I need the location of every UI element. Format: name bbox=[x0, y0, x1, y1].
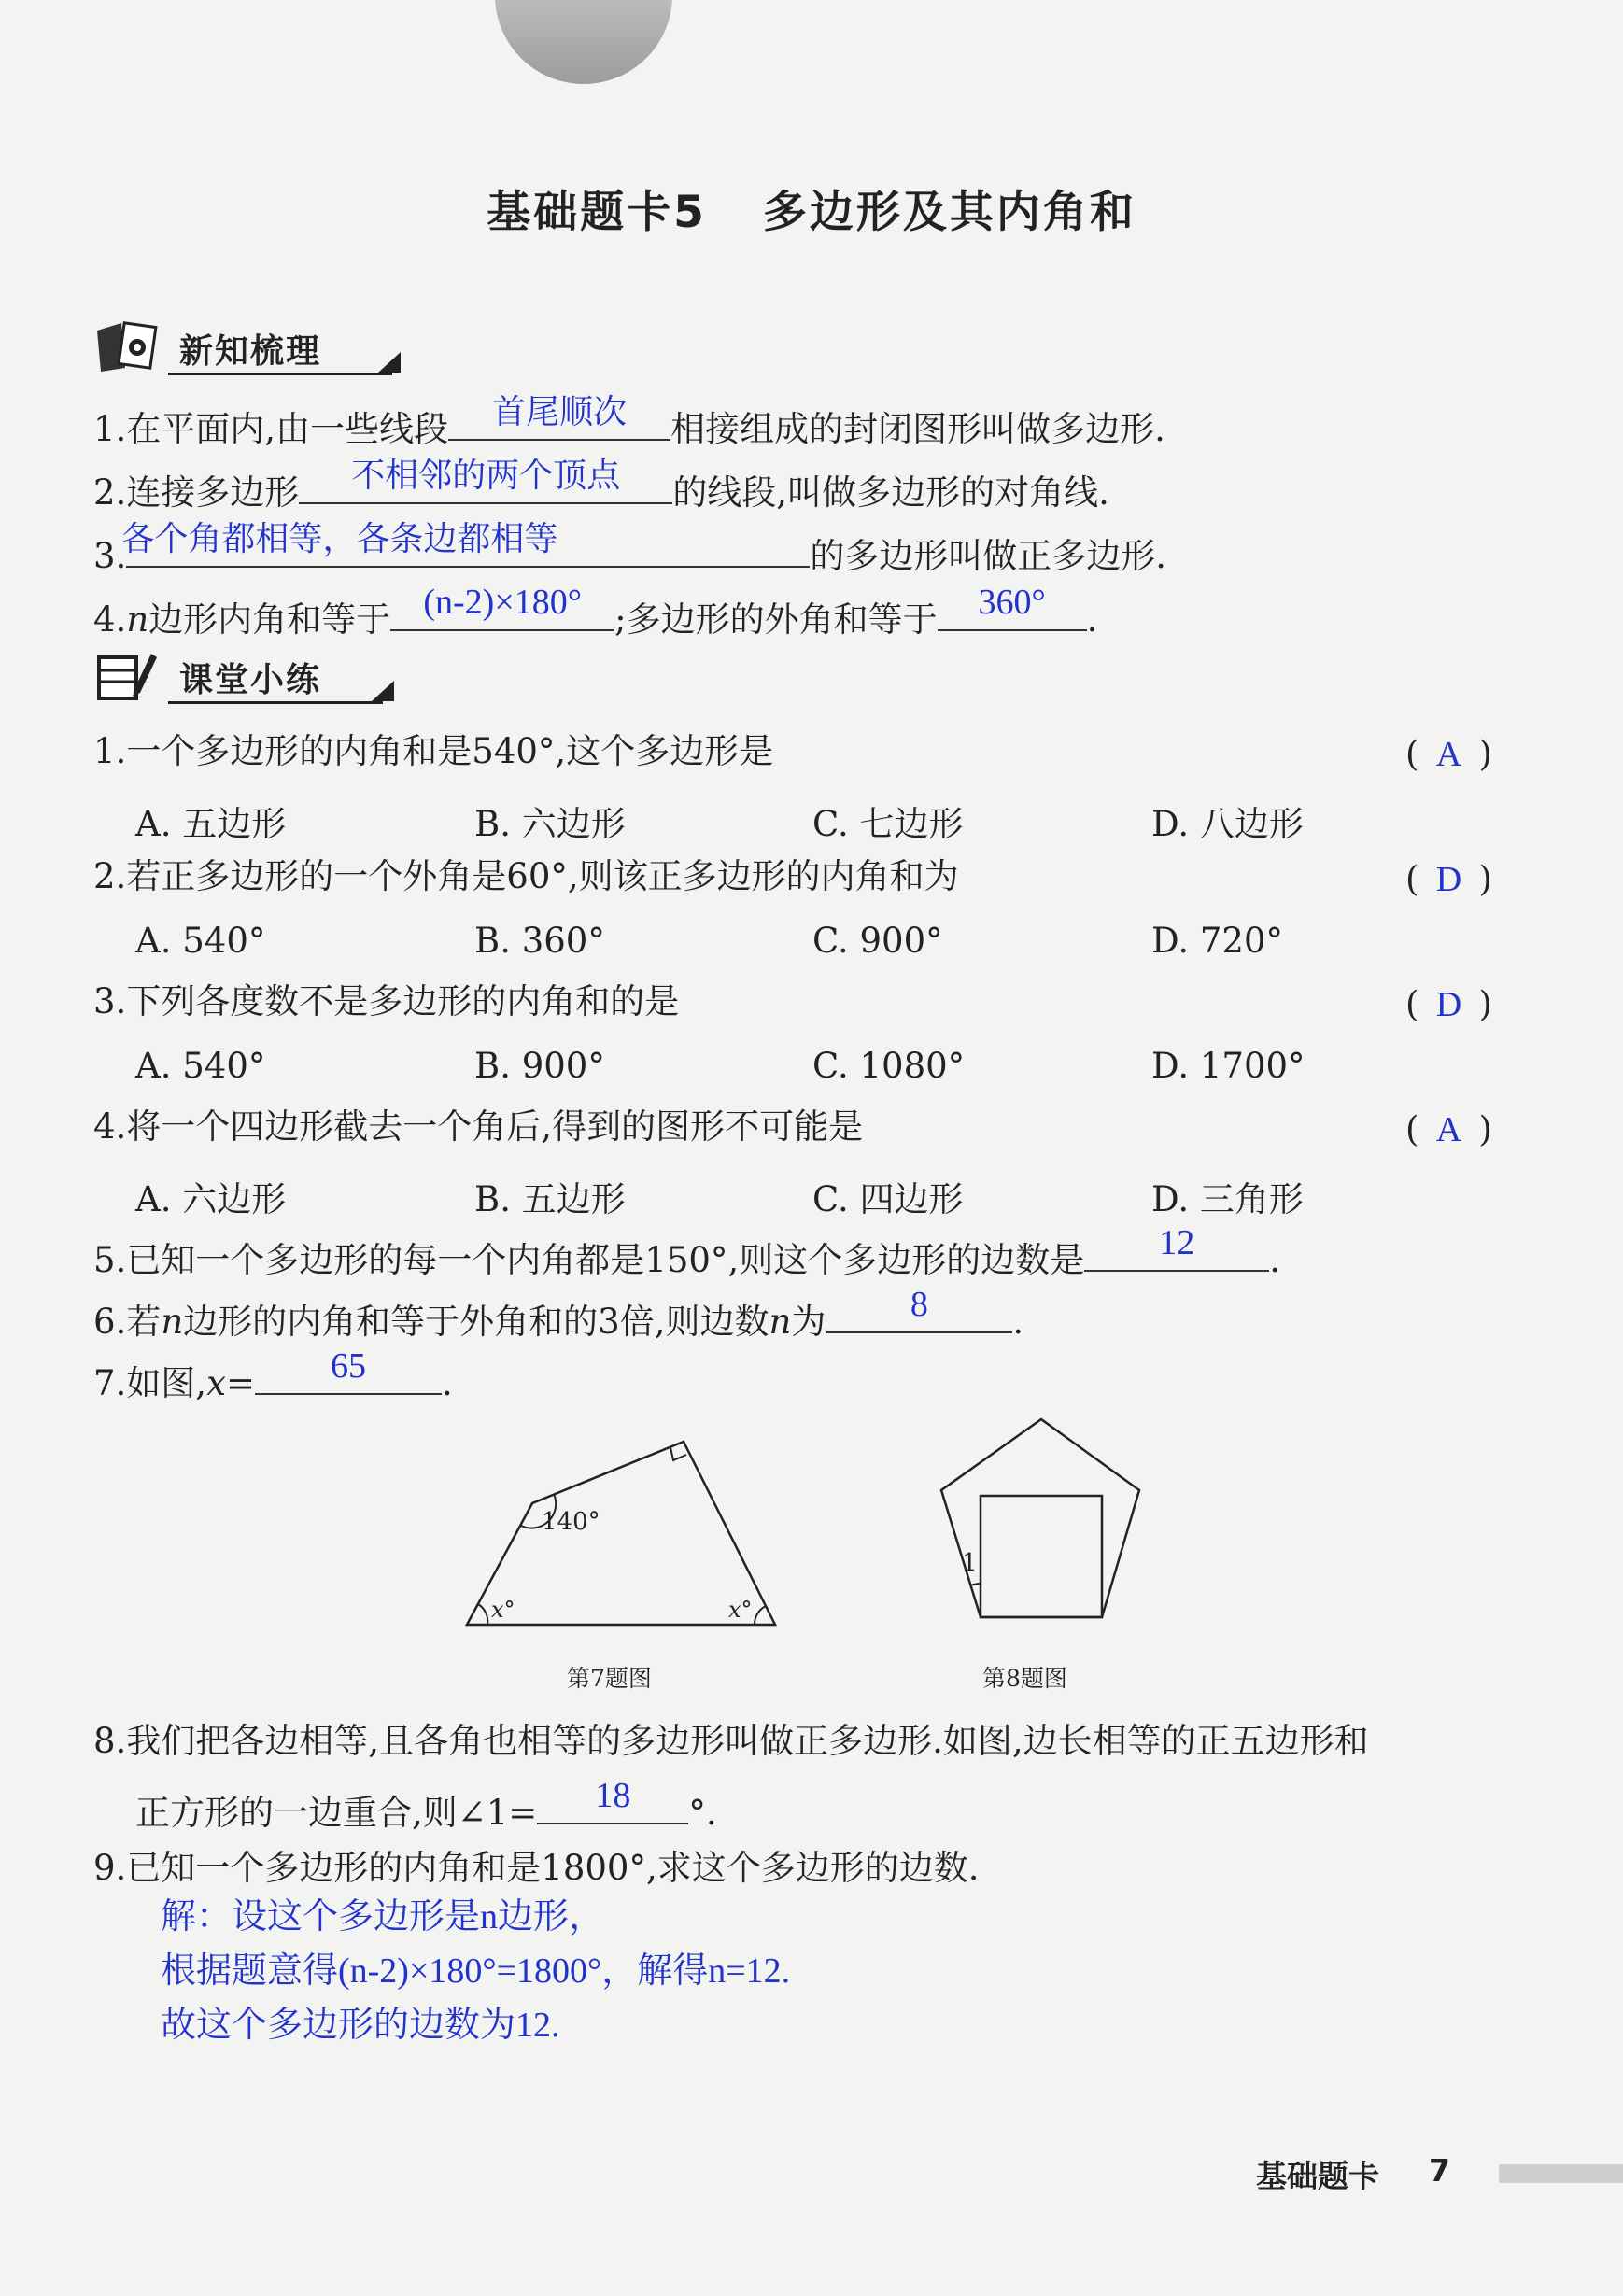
handwritten-answer: A bbox=[1435, 1110, 1462, 1149]
option: B. 五边形 bbox=[474, 1179, 626, 1219]
solution-line-1: 解：设这个多边形是n边形， bbox=[161, 1897, 605, 1937]
handwritten-answer: 不相邻的两个顶点 bbox=[351, 457, 621, 495]
section-title: 新知梳理 bbox=[179, 332, 322, 371]
mc-answer-4: ( A ) bbox=[1405, 1109, 1492, 1149]
page-title bbox=[0, 177, 1623, 240]
handwritten-answer: 各个角都相等，各条边都相等 bbox=[120, 520, 558, 558]
angle-arc-1 bbox=[970, 1584, 981, 1585]
answer-blank bbox=[938, 583, 1087, 631]
option: A. 五边形 bbox=[135, 804, 287, 844]
option: D. 三角形 bbox=[1151, 1179, 1304, 1219]
option: B. 六边形 bbox=[474, 804, 626, 844]
mc-answer-2: ( D ) bbox=[1405, 859, 1492, 899]
option: C. 七边形 bbox=[812, 804, 964, 844]
question-8-line-1: 8.我们把各边相等,且各角也相等的多边形叫做正多边形.如图,边长相等的正五边形和 bbox=[93, 1721, 1369, 1761]
option: A. 540° bbox=[135, 1046, 266, 1086]
square-shape bbox=[981, 1496, 1102, 1617]
pentagon-shape bbox=[941, 1419, 1139, 1617]
answer-blank bbox=[1084, 1223, 1269, 1272]
knowledge-item-4: 4.n边形内角和等于 (n-2)×180° ;多边形的外角和等于 360° . bbox=[93, 583, 1098, 640]
handwritten-answer: 18 bbox=[595, 1776, 631, 1815]
option: B. 360° bbox=[474, 921, 605, 961]
question-7: 7.如图,x= 65 . bbox=[93, 1346, 453, 1403]
mc-question-4: 4.将一个四边形截去一个角后,得到的图形不可能是 bbox=[93, 1106, 864, 1147]
option: D. 1700° bbox=[1151, 1046, 1305, 1086]
answer-blank bbox=[390, 583, 614, 631]
title-card-number: 基础题卡5 bbox=[487, 187, 707, 238]
option: C. 1080° bbox=[812, 1046, 966, 1086]
handwritten-answer: 360° bbox=[978, 583, 1046, 622]
mc-question-3: 3.下列各度数不是多边形的内角和的是 bbox=[93, 981, 680, 1021]
handwritten-answer: 首尾顺次 bbox=[492, 393, 628, 431]
answer-blank bbox=[299, 457, 672, 504]
option: D. 720° bbox=[1151, 921, 1283, 961]
answer-blank bbox=[448, 393, 670, 441]
mc-question-2: 2.若正多边形的一个外角是60°,则该正多边形的内角和为 bbox=[93, 856, 959, 896]
handwritten-answer: 8 bbox=[910, 1285, 928, 1324]
figure-8-caption: 第8题图 bbox=[982, 1665, 1067, 1692]
question-5: 5.已知一个多边形的每一个内角都是150°,则这个多边形的边数是 12 . bbox=[93, 1223, 1280, 1280]
option: D. 八边形 bbox=[1151, 804, 1304, 844]
option: C. 900° bbox=[812, 921, 943, 961]
angle-arc-x-right bbox=[755, 1606, 766, 1625]
mc-answer-1: ( A ) bbox=[1405, 734, 1492, 774]
section-title: 课堂小练 bbox=[179, 661, 322, 699]
handwritten-answer: D bbox=[1435, 860, 1462, 899]
footer-decoration-bar bbox=[1499, 2164, 1623, 2183]
knowledge-item-3: 3. 各个角都相等，各条边都相等 的多边形叫做正多边形. bbox=[93, 520, 1167, 576]
lightbulb-card-icon bbox=[93, 319, 159, 375]
top-decoration bbox=[495, 0, 672, 84]
answer-blank bbox=[537, 1776, 688, 1824]
question-8-line-2: 正方形的一边重合,则∠1= 18 °. bbox=[135, 1776, 717, 1833]
question-9: 9.已知一个多边形的内角和是1800°,求这个多边形的边数. bbox=[93, 1848, 980, 1888]
page-number: 7 bbox=[1429, 2152, 1450, 2189]
solution-line-2: 根据题意得(n-2)×180°=1800°，解得n=12. bbox=[161, 1951, 791, 1991]
angle-arc-x-left bbox=[478, 1604, 487, 1625]
knowledge-item-1: 1.在平面内,由一些线段 首尾顺次 相接组成的封闭图形叫做多边形. bbox=[93, 393, 1165, 449]
notebook-pencil-icon bbox=[93, 648, 159, 704]
handwritten-answer: 12 bbox=[1159, 1223, 1195, 1262]
handwritten-answer: D bbox=[1435, 985, 1462, 1024]
option: A. 540° bbox=[135, 921, 266, 961]
angle-label-140: 140° bbox=[542, 1508, 600, 1536]
mc-answer-3: ( D ) bbox=[1405, 984, 1492, 1024]
angle-label-x-left: x° bbox=[491, 1597, 515, 1623]
title-topic: 多边形及其内角和 bbox=[762, 187, 1136, 238]
mc-question-1: 1.一个多边形的内角和是540°,这个多边形是 bbox=[93, 731, 774, 771]
angle-label-1: 1 bbox=[962, 1549, 978, 1577]
handwritten-answer: (n-2)×180° bbox=[423, 583, 582, 622]
answer-blank bbox=[826, 1285, 1012, 1333]
question-6: 6.若n边形的内角和等于外角和的3倍,则边数n为 8 . bbox=[93, 1285, 1024, 1342]
figure-7-quadrilateral bbox=[448, 1401, 803, 1643]
section-practice bbox=[93, 648, 402, 704]
figure-7-caption: 第7题图 bbox=[567, 1665, 652, 1692]
handwritten-answer: A bbox=[1435, 735, 1462, 774]
option: C. 四边形 bbox=[812, 1179, 964, 1219]
right-angle-mark bbox=[670, 1447, 686, 1460]
section-new-knowledge bbox=[93, 319, 411, 375]
knowledge-item-2: 2.连接多边形 不相邻的两个顶点 的线段,叫做多边形的对角线. bbox=[93, 457, 1109, 513]
footer-label: 基础题卡 bbox=[1256, 2158, 1379, 2194]
option: A. 六边形 bbox=[135, 1179, 287, 1219]
figure-8-pentagon-square bbox=[915, 1401, 1167, 1643]
handwritten-answer: 65 bbox=[330, 1346, 366, 1386]
angle-label-x-right: x° bbox=[728, 1597, 753, 1623]
option: B. 900° bbox=[474, 1046, 605, 1086]
answer-blank bbox=[255, 1346, 442, 1395]
solution-line-3: 故这个多边形的边数为12. bbox=[161, 2006, 560, 2045]
